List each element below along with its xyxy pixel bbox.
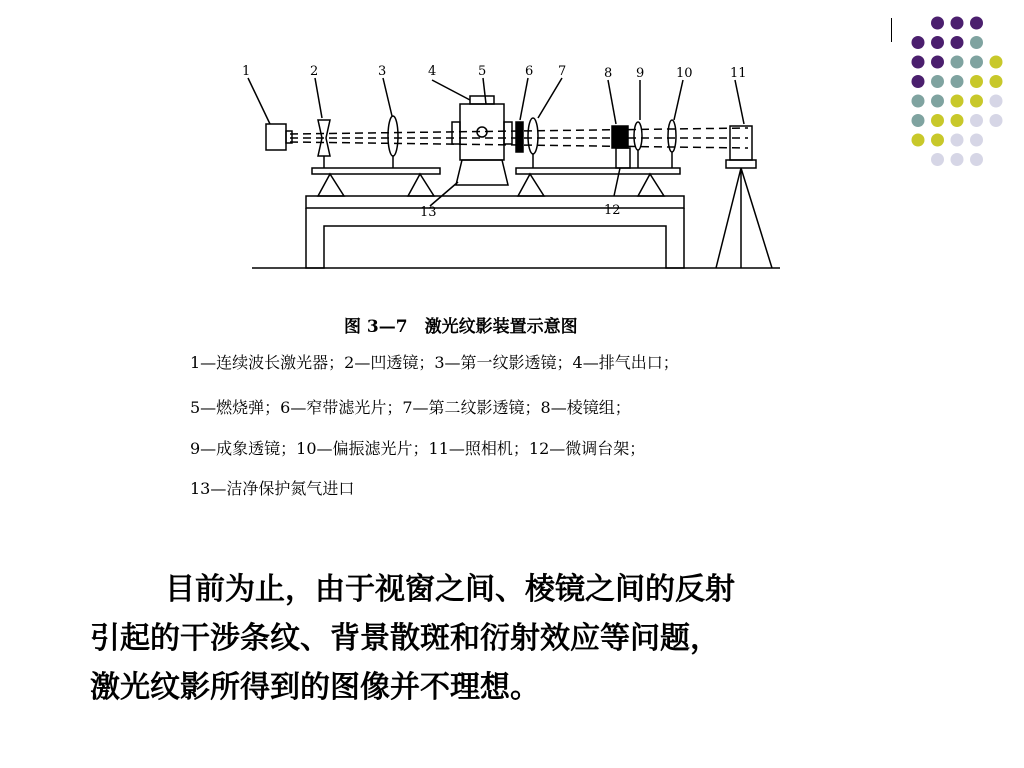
body-paragraph xyxy=(90,565,950,712)
table-frame xyxy=(306,208,684,268)
prism-group xyxy=(612,126,628,148)
leader-line-3 xyxy=(383,78,392,116)
narrow-band-filter xyxy=(516,122,523,152)
leader-line-7 xyxy=(538,78,562,118)
part-number-6: 6 xyxy=(525,64,534,79)
leader-line-1 xyxy=(248,78,270,124)
left-optical-rail xyxy=(312,168,440,174)
part-number-13: 13 xyxy=(420,205,437,220)
bomb-stand xyxy=(456,160,508,185)
body-line-3: 激光纹影所得到的图像并不理想。 xyxy=(90,670,540,705)
body-line-1: 目前为止，由于视窗之间、棱镜之间的反射 xyxy=(165,572,735,607)
leader-line-2 xyxy=(315,78,322,118)
body-line-2: 引起的干涉条纹、背景散斑和衍射效应等问题， xyxy=(90,621,720,656)
legend-line-3: 9—成象透镜；10—偏振滤光片；11—照相机；12—微调台架； xyxy=(190,439,646,458)
right-optical-rail xyxy=(516,168,680,174)
part-number-5: 5 xyxy=(478,64,487,79)
exhaust-outlet xyxy=(470,96,494,104)
camera xyxy=(730,126,752,160)
leader-line-5 xyxy=(483,78,486,104)
part-number-11: 11 xyxy=(730,66,747,81)
bomb-right-window xyxy=(504,122,512,144)
leader-line-13 xyxy=(430,182,458,206)
imaging-lens xyxy=(634,122,642,150)
right-rail-supports xyxy=(518,174,664,196)
part-number-3: 3 xyxy=(378,64,387,79)
leader-line-10 xyxy=(674,80,683,120)
part-number-8: 8 xyxy=(604,66,613,81)
legend-line-2: 5—燃烧弹；6—窄带滤光片；7—第二纹影透镜；8—棱镜组； xyxy=(190,398,631,417)
part-number-10: 10 xyxy=(676,66,693,81)
figure-caption: 图 3—7 激光纹影装置示意图 xyxy=(344,317,578,337)
part-number-9: 9 xyxy=(636,66,645,81)
leader-line-4 xyxy=(432,80,470,100)
part-number-7: 7 xyxy=(558,64,567,79)
table-top xyxy=(306,196,684,208)
part-number-4: 4 xyxy=(428,64,437,79)
part-number-1: 1 xyxy=(242,64,251,79)
tripod xyxy=(716,168,772,268)
second-schlieren-lens xyxy=(528,118,538,154)
leader-line-11 xyxy=(735,80,744,124)
laser-aperture xyxy=(286,131,292,143)
first-schlieren-lens xyxy=(388,116,398,156)
part-number-12: 12 xyxy=(604,203,621,218)
laser-source xyxy=(266,124,286,150)
bomb-left-window xyxy=(452,122,460,144)
legend-line-4: 13—洁净保护氮气进口 xyxy=(190,479,355,498)
left-rail-supports xyxy=(318,174,434,196)
leader-line-12 xyxy=(614,168,620,196)
fine-adjustment-stage xyxy=(616,148,630,168)
part-number-2: 2 xyxy=(310,64,319,79)
legend-line-1: 1—连续波长激光器；2—凹透镜；3—第一纹影透镜；4—排气出口； xyxy=(190,353,679,372)
leader-line-6 xyxy=(520,78,528,120)
camera-mount xyxy=(726,160,756,168)
leader-line-8 xyxy=(608,80,616,124)
